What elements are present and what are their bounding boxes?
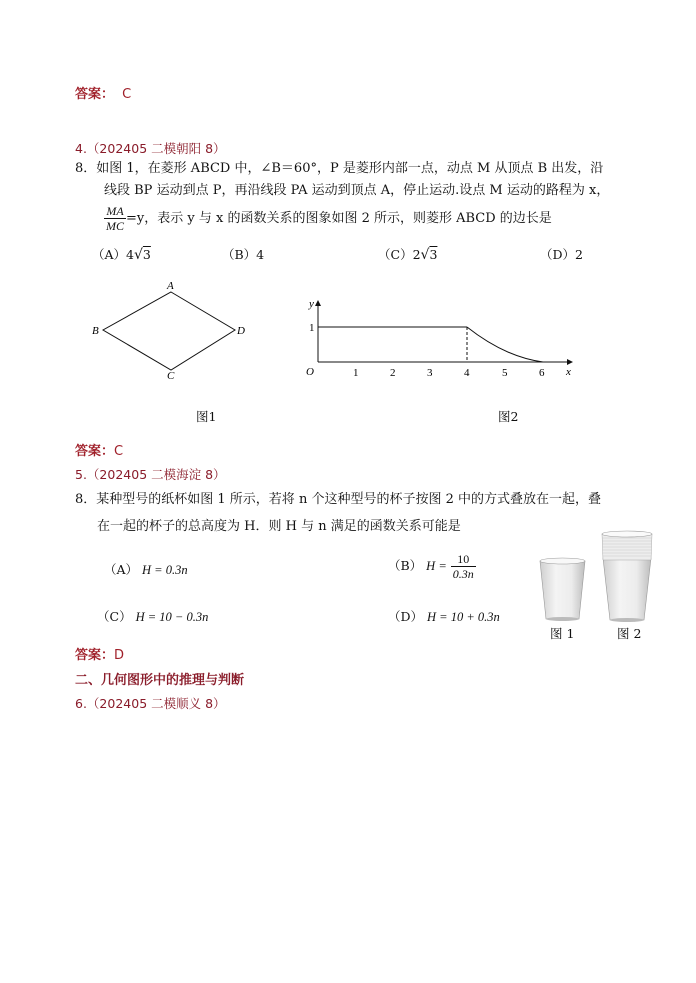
- answer-value: C: [114, 444, 124, 459]
- answer-label: 答案：: [75, 648, 115, 663]
- q6-header: 6.（202405 二模顺义 8）: [75, 696, 226, 711]
- option-label: （B）: [388, 558, 423, 573]
- option-label: （A）4: [92, 247, 134, 262]
- section2-title: 二、几何图形中的推理与判断: [75, 673, 245, 688]
- q4-line1: 8．如图 1，在菱形 ABCD 中，∠B＝60°，P 是菱形内部一点，动点 M 从顶点 B 出发，沿: [75, 161, 604, 176]
- origin-label: O: [306, 366, 314, 378]
- q5-option-b: [388, 552, 476, 581]
- answer-value: C: [122, 87, 132, 102]
- q4-figure1-rhombus: [85, 278, 260, 383]
- option-radicand: 3: [142, 247, 151, 262]
- option-math: H = 10 + 0.3n: [427, 610, 500, 624]
- q5-line2: 在一起的杯子的总高度为 H．则 H 与 n 满足的函数关系可能是: [97, 519, 461, 534]
- x-tick-5: 5: [502, 367, 508, 379]
- stack-bottom-body: [603, 558, 651, 620]
- q4-option-d: [540, 245, 583, 263]
- answer-label: 答案：: [75, 444, 115, 459]
- y-axis-label: y: [309, 298, 314, 310]
- x-tick-1: 1: [353, 367, 359, 379]
- option-label: （B）4: [222, 247, 265, 262]
- x-tick-3: 3: [427, 367, 433, 379]
- option-radicand: 3: [429, 247, 438, 262]
- q5-answer: [75, 644, 124, 663]
- q5-option-d: [388, 607, 500, 625]
- x-tick-2: 2: [390, 367, 396, 379]
- q5-figure1-cup: [535, 555, 590, 623]
- q4-option-a: （A）4√3: [92, 247, 151, 263]
- fraction-denominator: MC: [106, 219, 124, 233]
- option-label: （C）: [97, 609, 132, 624]
- q4-option-c: （C）2√3: [378, 247, 438, 263]
- option-label: （C）2: [378, 247, 421, 262]
- q3-answer: [75, 83, 131, 102]
- stack-base: [610, 618, 644, 622]
- q4-line3: [104, 204, 552, 233]
- q4-line2: 线段 BP 运动到点 P，再沿线段 PA 运动到顶点 A，停止运动.设点 M 运动的路程为 x，: [104, 183, 610, 198]
- q4-header: 4.（202405 二模朝阳 8）: [75, 141, 226, 156]
- cup-base: [546, 617, 579, 621]
- y-tick-1: 1: [309, 322, 315, 334]
- option-math: H = 0.3n: [142, 563, 188, 577]
- q4-fig2-caption: 图2: [498, 409, 519, 424]
- option-math: H = 10 − 0.3n: [135, 610, 209, 624]
- cup-body: [540, 561, 585, 619]
- answer-label: 答案：: [75, 87, 115, 102]
- stack-top-rim: [602, 531, 652, 537]
- option-label: （A）: [104, 562, 139, 577]
- q4-figure2-graph: [300, 295, 585, 385]
- fraction-denominator: 0.3n: [452, 567, 474, 581]
- rhombus-shape: [103, 292, 235, 370]
- cup-rim: [540, 558, 585, 564]
- q4-option-b: [222, 245, 264, 263]
- option-math-lhs: H =: [426, 559, 447, 573]
- q5-figure2-stacked-cups: [598, 530, 656, 624]
- vertex-c: C: [167, 370, 175, 382]
- q4-fraction: [104, 204, 126, 233]
- q4-line3-text: =y，表示 y 与 x 的函数关系的图象如图 2 所示，则菱形 ABCD 的边长是: [126, 211, 552, 226]
- q5-fig1-caption: 图 1: [550, 626, 575, 641]
- q4-fig1-caption: 图1: [196, 409, 217, 424]
- fraction-numerator: MA: [104, 204, 126, 219]
- q4-answer: [75, 440, 123, 459]
- q5-line1: 8．某种型号的纸杯如图 1 所示，若将 n 个这种型号的杯子按图 2 中的方式叠放在一起，叠: [75, 492, 601, 507]
- x-axis-label: x: [566, 366, 571, 378]
- q5-option-c: [97, 607, 208, 625]
- x-tick-6: 6: [539, 367, 545, 379]
- q5-fig2-caption: 图 2: [617, 626, 642, 641]
- option-label: （D）: [388, 609, 424, 624]
- option-b-fraction: [451, 552, 476, 581]
- option-label: （D）2: [540, 247, 583, 262]
- stack-rim-lines: [602, 538, 652, 556]
- x-tick-4: 4: [464, 367, 470, 379]
- q5-option-a: [104, 560, 188, 578]
- fraction-numerator: 10: [451, 552, 476, 567]
- graph-curve-segment: [467, 327, 543, 362]
- vertex-d: D: [237, 325, 245, 337]
- q5-header: 5.（202405 二模海淀 8）: [75, 467, 226, 482]
- answer-value: D: [114, 648, 125, 663]
- vertex-a: A: [167, 280, 174, 292]
- vertex-b: B: [92, 325, 99, 337]
